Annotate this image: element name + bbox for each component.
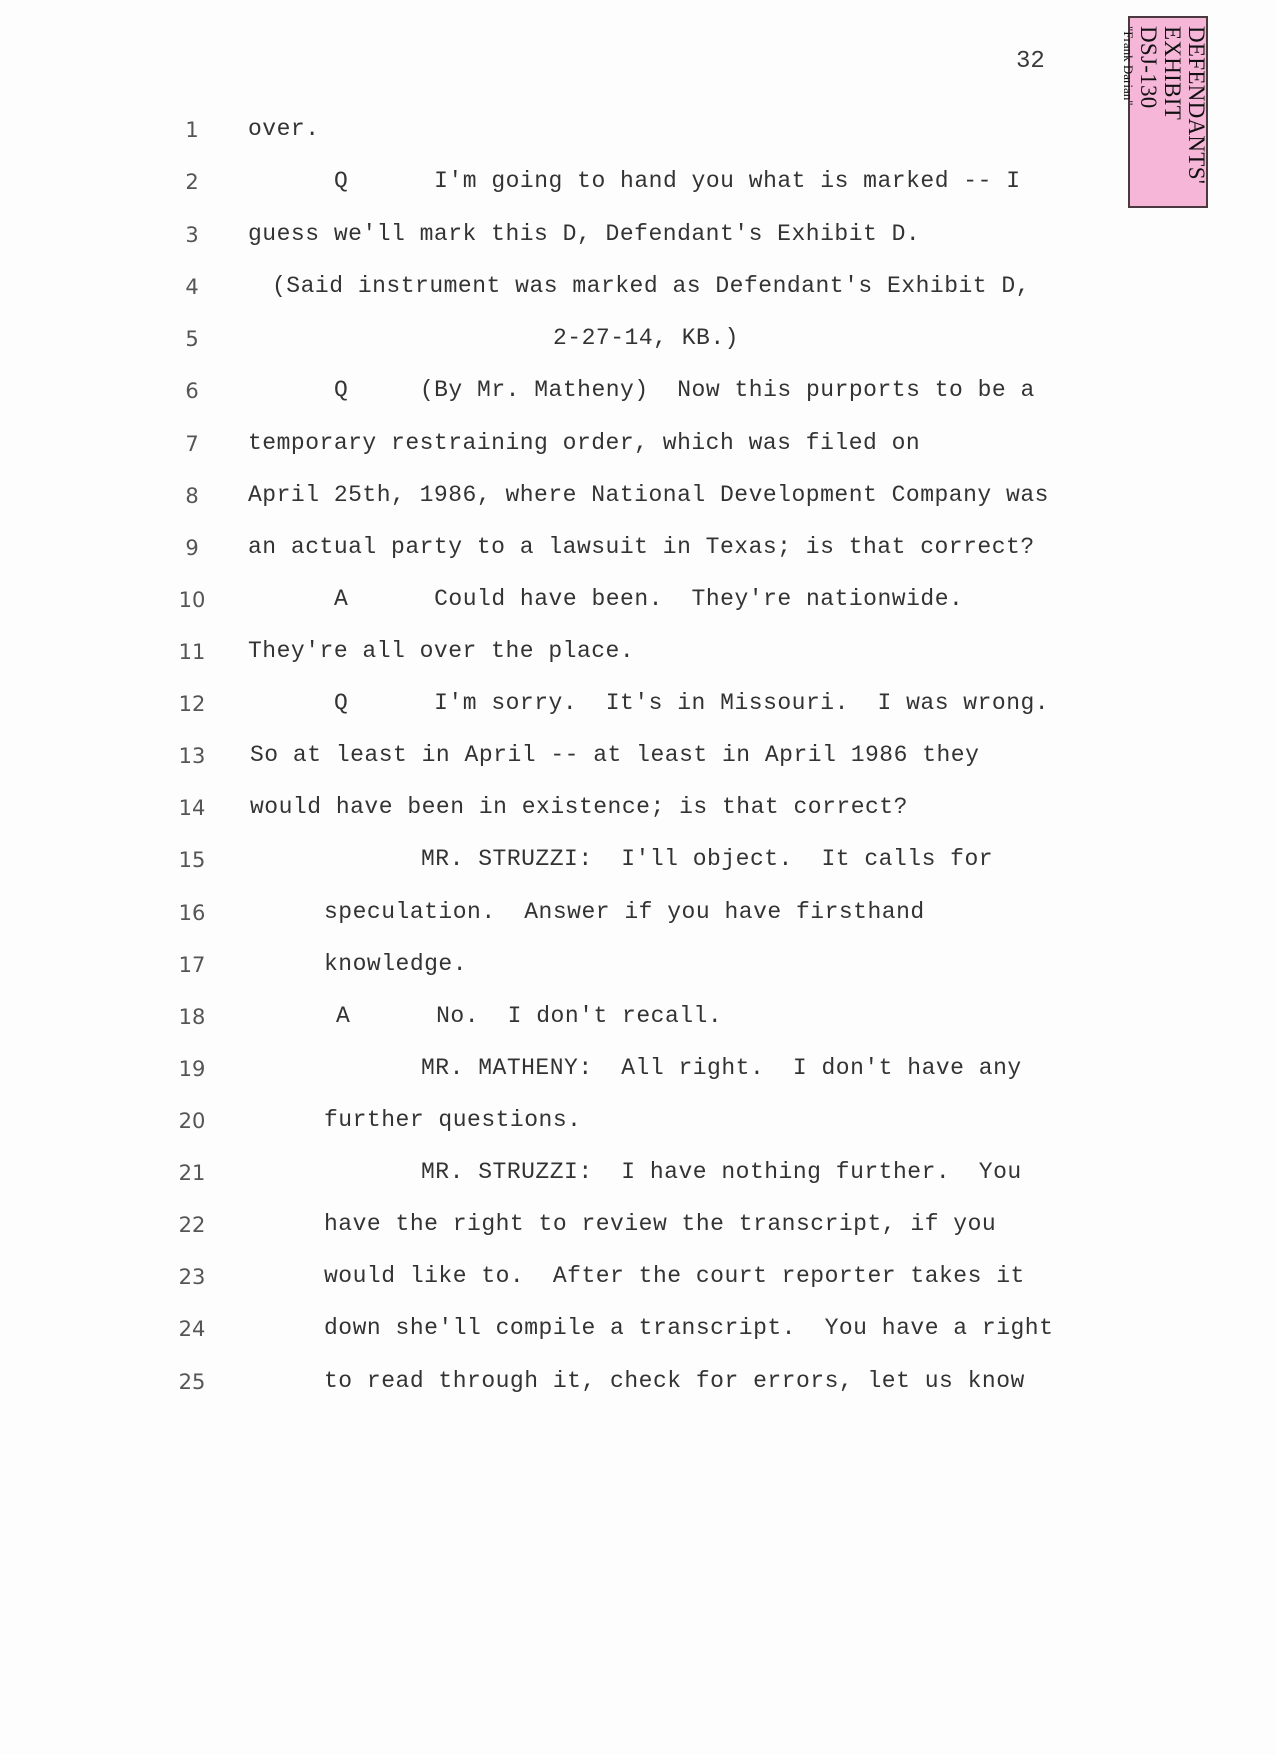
- line-number: 8: [185, 484, 199, 508]
- line-number: 4: [185, 275, 199, 299]
- line-number: 11: [178, 640, 206, 664]
- line-number: 14: [178, 796, 206, 820]
- line-text: They're all over the place.: [248, 638, 635, 664]
- transcript-line: [0, 478, 1276, 518]
- line-text: A No. I don't recall.: [336, 1003, 723, 1029]
- line-text: Q I'm sorry. It's in Missouri. I was wrong.: [334, 690, 1050, 716]
- exhibit-sticker-line-2: EXHIBIT: [1160, 26, 1185, 121]
- exhibit-sticker-line-3: DSJ-130: [1136, 26, 1161, 109]
- transcript-line: [0, 1259, 1276, 1299]
- line-text: over.: [248, 116, 320, 142]
- transcript-line: [0, 373, 1276, 413]
- line-number: 15: [178, 848, 206, 872]
- line-text: would like to. After the court reporter takes it: [324, 1263, 1025, 1289]
- transcript-line: [0, 426, 1276, 466]
- transcript-line: [0, 1311, 1276, 1351]
- transcript-line: [0, 530, 1276, 570]
- line-number: 1: [185, 118, 199, 142]
- transcript-line: [0, 1051, 1276, 1091]
- transcript-line: [0, 634, 1276, 674]
- line-number: 5: [185, 327, 199, 351]
- line-text: Q I'm going to hand you what is marked -- I: [334, 168, 1021, 194]
- exhibit-sticker-line-1: DEFENDANTS': [1184, 26, 1209, 185]
- transcript-line: [0, 686, 1276, 726]
- line-text: further questions.: [324, 1107, 582, 1133]
- exhibit-sticker-line-4: "Frank Darian": [1121, 26, 1136, 106]
- line-text: to read through it, check for errors, let us know: [324, 1368, 1025, 1394]
- transcript-line: [0, 947, 1276, 987]
- line-number: 13: [178, 744, 206, 768]
- line-text: down she'll compile a transcript. You have a right: [324, 1315, 1054, 1341]
- line-number: 20: [178, 1109, 206, 1133]
- line-number: 24: [178, 1317, 206, 1341]
- line-text: (Said instrument was marked as Defendant's Exhibit D,: [272, 273, 1031, 299]
- transcript-line: [0, 1103, 1276, 1143]
- line-text: temporary restraining order, which was filed on: [248, 430, 921, 456]
- transcript-line: [0, 269, 1276, 309]
- line-number: 7: [185, 432, 199, 456]
- line-text: MR. MATHENY: All right. I don't have any: [421, 1055, 1022, 1081]
- line-number: 18: [178, 1005, 206, 1029]
- transcript-line: [0, 738, 1276, 778]
- transcript-line: [0, 582, 1276, 622]
- line-number: 12: [178, 692, 206, 716]
- transcript-line: [0, 164, 1276, 204]
- transcript-line: [0, 1155, 1276, 1195]
- transcript-line: [0, 1364, 1276, 1404]
- line-text: guess we'll mark this D, Defendant's Exhibit D.: [248, 221, 921, 247]
- line-text: A Could have been. They're nationwide.: [334, 586, 964, 612]
- line-text: MR. STRUZZI: I'll object. It calls for: [421, 846, 994, 872]
- line-text: an actual party to a lawsuit in Texas; is that correct?: [248, 534, 1035, 560]
- line-number: 21: [178, 1161, 206, 1185]
- line-number: 9: [185, 536, 199, 560]
- transcript-line: [0, 1207, 1276, 1247]
- transcript-line: [0, 842, 1276, 882]
- line-text: would have been in existence; is that correct?: [250, 794, 908, 820]
- line-text: have the right to review the transcript, if you: [324, 1211, 997, 1237]
- transcript-line: [0, 321, 1276, 361]
- page-number: 32: [1016, 48, 1045, 75]
- transcript-line: [0, 790, 1276, 830]
- line-number: 17: [178, 953, 206, 977]
- line-text: 2-27-14, KB.): [553, 325, 739, 351]
- transcript-line: [0, 112, 1276, 152]
- line-number: 22: [178, 1213, 206, 1237]
- line-text: knowledge.: [324, 951, 468, 977]
- line-text: MR. STRUZZI: I have nothing further. You: [421, 1159, 1022, 1185]
- transcript-line: [0, 999, 1276, 1039]
- line-number: 6: [185, 379, 199, 403]
- transcript-line: [0, 895, 1276, 935]
- line-number: 2: [185, 170, 199, 194]
- line-text: speculation. Answer if you have firsthand: [324, 899, 925, 925]
- line-number: 16: [178, 901, 206, 925]
- line-number: 25: [178, 1370, 206, 1394]
- line-number: 3: [185, 223, 199, 247]
- line-text: April 25th, 1986, where National Development Company was: [248, 482, 1049, 508]
- line-number: 19: [178, 1057, 206, 1081]
- line-number: 23: [178, 1265, 206, 1289]
- line-text: Q (By Mr. Matheny) Now this purports to be a: [334, 377, 1035, 403]
- line-number: 10: [178, 588, 206, 612]
- line-text: So at least in April -- at least in April 1986 they: [250, 742, 980, 768]
- transcript-line: [0, 217, 1276, 257]
